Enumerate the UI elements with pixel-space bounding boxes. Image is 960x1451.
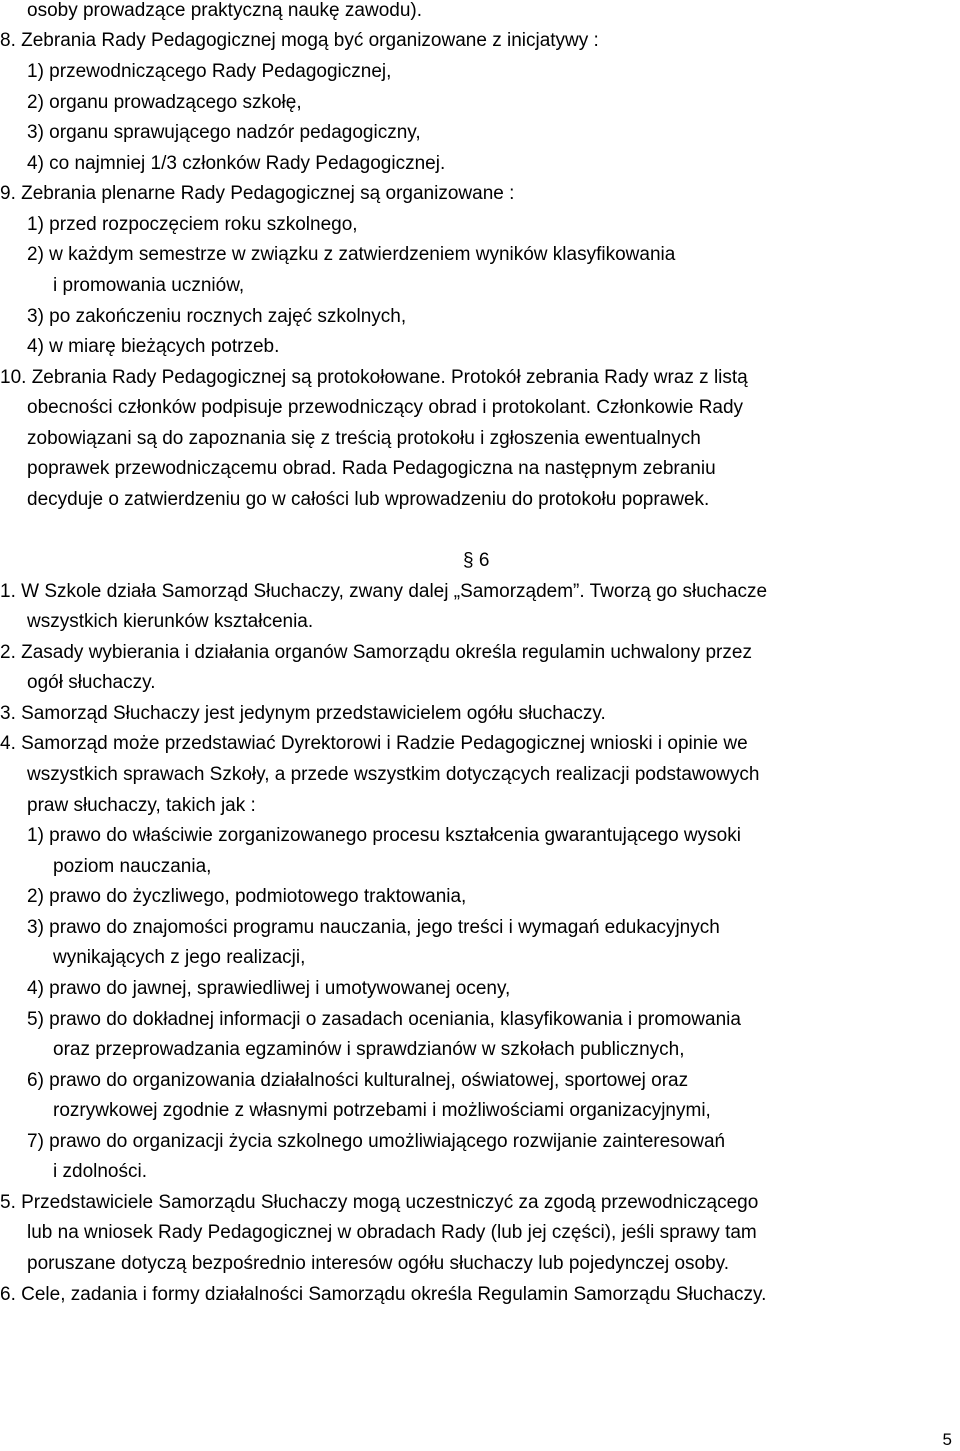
text-line: 9. Zebrania plenarne Rady Pedagogicznej są organizowane :: [0, 183, 515, 204]
text-line: 1. W Szkole działa Samorząd Słuchaczy, zwany dalej „Samorządem”. Tworzą go słuchacze: [0, 581, 768, 602]
text-line: 5) prawo do dokładnej informacji o zasadach oceniania, klasyfikowania i promowania: [27, 1009, 741, 1030]
text-line: 8. Zebrania Rady Pedagogicznej mogą być organizowane z inicjatywy :: [0, 30, 599, 51]
text-line: 5. Przedstawiciele Samorządu Słuchaczy mogą uczestniczyć za zgodą przewodniczącego: [0, 1192, 759, 1213]
text-line: 4) prawo do jawnej, sprawiedliwej i umotywowanej oceny,: [27, 978, 511, 999]
text-line: 3) po zakończeniu rocznych zajęć szkolnych,: [27, 306, 407, 327]
text-line: i zdolności.: [53, 1161, 147, 1182]
text-line: wszystkich kierunków kształcenia.: [27, 611, 314, 632]
text-line: 1) przewodniczącego Rady Pedagogicznej,: [27, 61, 392, 82]
text-line: obecności członków podpisuje przewodniczący obrad i protokolant. Członkowie Rady: [27, 397, 744, 418]
text-line: 7) prawo do organizacji życia szkolnego umożliwiającego rozwijanie zainteresowań: [27, 1131, 726, 1152]
text-line: wszystkich sprawach Szkoły, a przede wszystkim dotyczących realizacji podstawowych: [27, 764, 760, 785]
text-line: 2) organu prowadzącego szkołę,: [27, 92, 302, 113]
text-line: 1) prawo do właściwie zorganizowanego procesu kształcenia gwarantującego wysoki: [27, 825, 741, 846]
text-line: 6) prawo do organizowania działalności kulturalnej, oświatowej, sportowej oraz: [27, 1070, 689, 1091]
text-line: 1) przed rozpoczęciem roku szkolnego,: [27, 214, 358, 235]
text-line: 3) prawo do znajomości programu nauczania, jego treści i wymagań edukacyjnych: [27, 917, 720, 938]
text-line: decyduje o zatwierdzeniu go w całości lub wprowadzeniu do protokołu poprawek.: [27, 489, 710, 510]
text-line: osoby prowadzące praktyczną naukę zawodu).: [27, 0, 423, 21]
section-heading: § 6: [463, 550, 490, 571]
text-line: rozrywkowej zgodnie z własnymi potrzebami i możliwościami organizacyjnymi,: [53, 1100, 711, 1121]
text-line: 2) w każdym semestrze w związku z zatwierdzeniem wyników klasyfikowania: [27, 244, 676, 265]
text-line: 10. Zebrania Rady Pedagogicznej są protokołowane. Protokół zebrania Rady wraz z listą: [0, 367, 748, 388]
page-number: 5: [942, 1430, 952, 1449]
text-line: 4) co najmniej 1/3 członków Rady Pedagogicznej.: [27, 153, 446, 174]
text-line: 3. Samorząd Słuchaczy jest jedynym przedstawicielem ogółu słuchaczy.: [0, 703, 606, 724]
text-line: oraz przeprowadzania egzaminów i sprawdzianów w szkołach publicznych,: [53, 1039, 685, 1060]
text-line: ogół słuchaczy.: [27, 672, 156, 693]
text-line: praw słuchaczy, takich jak :: [27, 795, 256, 816]
text-line: 6. Cele, zadania i formy działalności Samorządu określa Regulamin Samorządu Słuchaczy.: [0, 1284, 767, 1305]
text-line: poprawek przewodniczącemu obrad. Rada Pedagogiczna na następnym zebraniu: [27, 458, 716, 479]
text-line: 2) prawo do życzliwego, podmiotowego traktowania,: [27, 886, 467, 907]
text-line: zobowiązani są do zapoznania się z treścią protokołu i zgłoszenia ewentualnych: [27, 428, 701, 449]
text-line: 4. Samorząd może przedstawiać Dyrektorowi i Radzie Pedagogicznej wnioski i opinie we: [0, 733, 748, 754]
text-line: wynikających z jego realizacji,: [53, 947, 306, 968]
text-line: 4) w miarę bieżących potrzeb.: [27, 336, 280, 357]
text-line: poziom nauczania,: [53, 856, 212, 877]
text-line: poruszane dotyczą bezpośrednio interesów ogółu słuchaczy lub pojedynczej osoby.: [27, 1253, 730, 1274]
text-line: 3) organu sprawującego nadzór pedagogiczny,: [27, 122, 421, 143]
text-line: 2. Zasady wybierania i działania organów Samorządu określa regulamin uchwalony przez: [0, 642, 752, 663]
text-line: lub na wniosek Rady Pedagogicznej w obradach Rady (lub jej części), jeśli sprawy tam: [27, 1222, 757, 1243]
text-line: i promowania uczniów,: [53, 275, 245, 296]
